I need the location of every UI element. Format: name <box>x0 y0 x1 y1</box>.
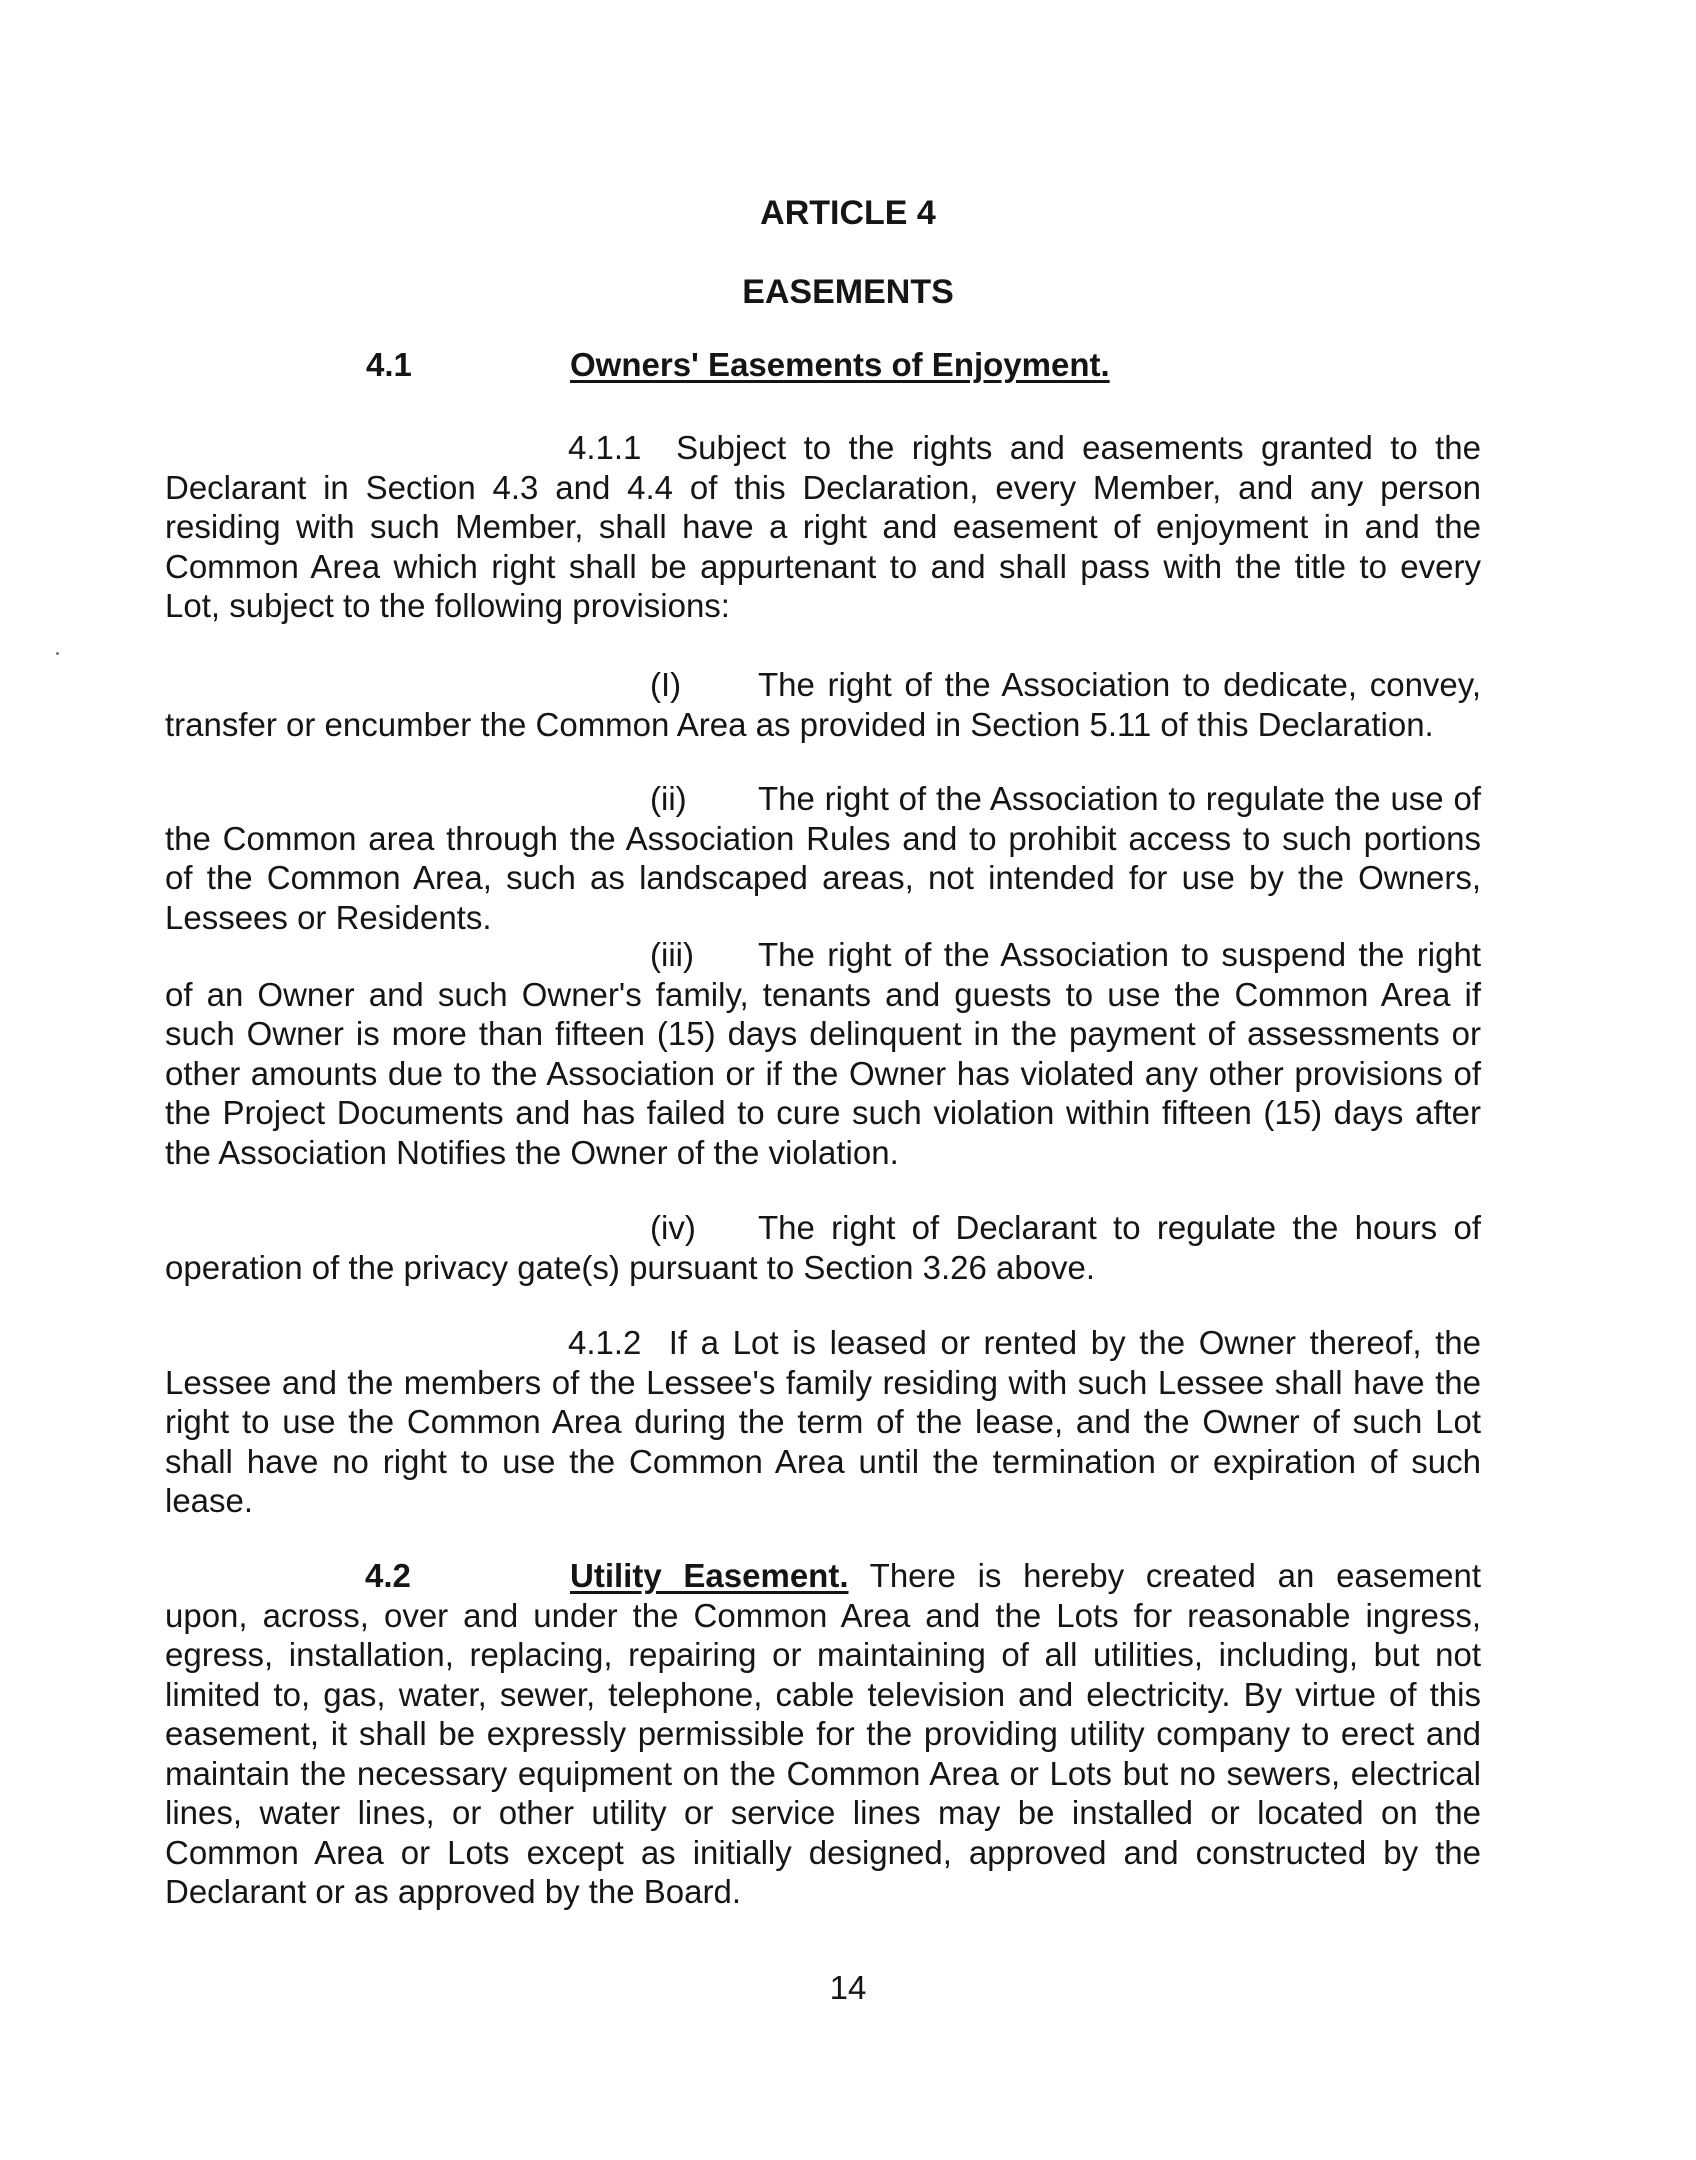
list-item-label: (I) <box>650 666 682 703</box>
page-number: 14 <box>829 1969 867 2006</box>
list-item-i <box>165 665 1481 744</box>
list-item-label: (iii) <box>650 936 694 973</box>
list-item-text: The right of the Association to suspend the right of an Owner and such Owner's family, tenants and guests to use the Common Area if such Owner is more than fifteen (15) days delinquent in the payment of assessments or other amounts due to the Association or if the Owner has violated any other provisions of the Project Documents and has failed to cure such violation within fifteen (15) days after the Association Notifies the Owner of the violation. <box>165 936 1481 1171</box>
paragraph-4-1-2-number: 4.1.2 <box>568 1324 642 1361</box>
article-number: ARTICLE 4 <box>760 194 936 232</box>
paragraph-4-1-1 <box>165 428 1481 626</box>
list-item-label: (iv) <box>650 1209 696 1246</box>
paragraph-4-1-1-text: Subject to the rights and easements granted to the Declarant in Section 4.3 and 4.4 of this Declaration, every Member, and any person residing with such Member, shall have a right and easement of enjoyment in and the Common Area which right shall be appurtenant to and shall pass with the title to every Lot, subject to the following provisions: <box>165 429 1482 624</box>
list-item-iv <box>165 1208 1481 1287</box>
list-item-label: (ii) <box>650 780 687 817</box>
paragraph-4-1-1-number: 4.1.1 <box>568 429 642 466</box>
list-item-text: The right of the Association to regulate the use of the Common area through the Association Rules and to prohibit access to such portions of the Common Area, such as landscaped areas, not intended for use by the Owners, Lessees or Residents. <box>165 780 1481 936</box>
list-item-iii <box>165 935 1481 1172</box>
section-4-2-heading: Utility Easement. <box>570 1557 849 1594</box>
scan-speck <box>56 652 59 655</box>
article-title: EASEMENTS <box>742 273 954 311</box>
list-item-ii <box>165 779 1481 937</box>
paragraph-4-1-2-text: If a Lot is leased or rented by the Owner thereof, the Lessee and the members of the Lessee's family residing with such Lessee shall have the right to use the Common Area during the term of the lease, and the Owner of such Lot shall have no right to use the Common Area until the termination or expiration of such lease. <box>165 1324 1482 1519</box>
section-4-2-text: There is hereby created an easement upon, across, over and under the Common Area and the Lots for reasonable ingress, egress, installation, replacing, repairing or maintaining of all utilities, including, but not limited to, gas, water, sewer, telephone, cable television and electricity. By virtue of this easement, it shall be expressly permissible for the providing utility company to erect and maintain the necessary equipment on the Common Area or Lots but no sewers, electrical lines, water lines, or other utility or service lines may be installed or located on the Common Area or Lots except as initially designed, approved and constructed by the Declarant or as approved by the Board. <box>165 1557 1482 1910</box>
list-item-text: The right of the Association to dedicate, convey, transfer or encumber the Common Area as provided in Section 5.11 of this Declaration. <box>165 666 1481 743</box>
section-4-2 <box>165 1556 1481 1912</box>
paragraph-4-1-2 <box>165 1323 1481 1521</box>
list-item-text: The right of Declarant to regulate the hours of operation of the privacy gate(s) pursuant to Section 3.26 above. <box>165 1209 1481 1286</box>
section-4-1-heading: Owners' Easements of Enjoyment. <box>570 346 1110 383</box>
section-4-2-number: 4.2 <box>365 1557 411 1594</box>
section-4-1-number: 4.1 <box>366 346 412 383</box>
